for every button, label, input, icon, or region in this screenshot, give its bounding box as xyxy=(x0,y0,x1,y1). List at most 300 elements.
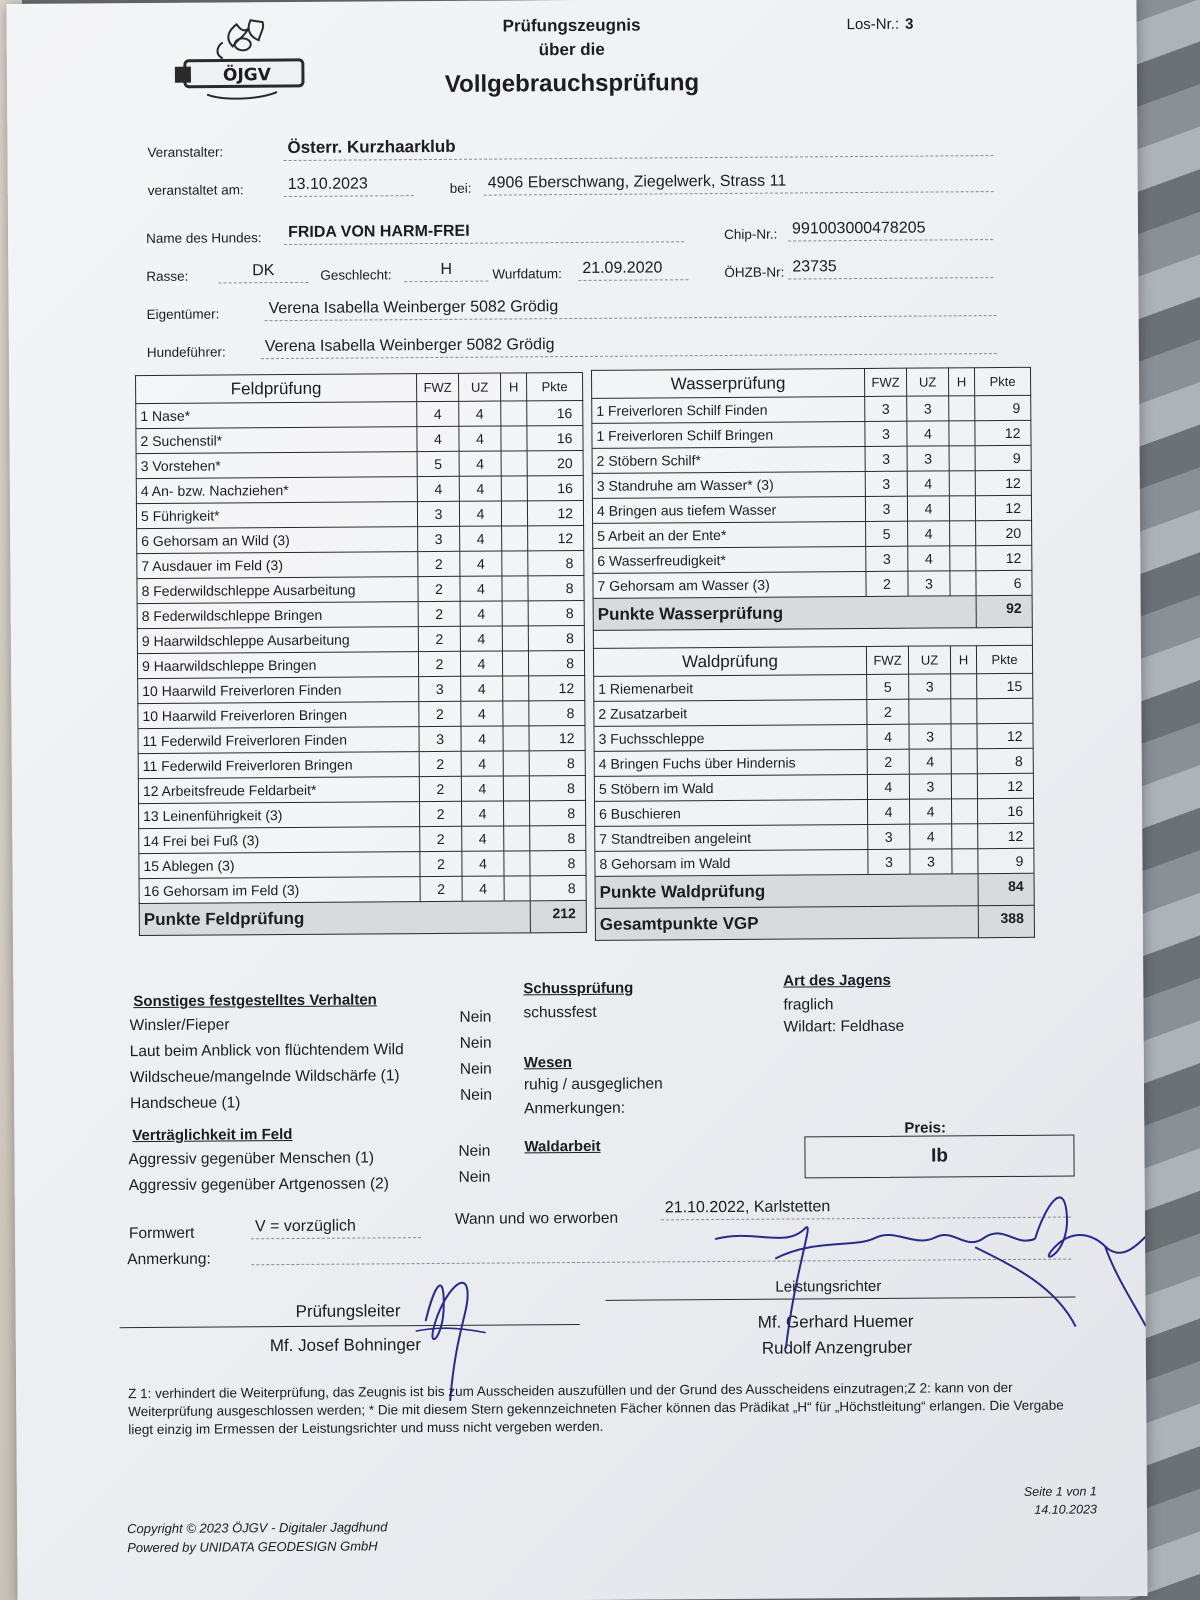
row-label: 5 Arbeit an der Ente* xyxy=(593,521,866,548)
table-row xyxy=(138,725,585,753)
h-cell xyxy=(952,799,978,824)
table-row xyxy=(595,848,1034,876)
uz-cell: 4 xyxy=(460,526,502,551)
schuss-value: schussfest xyxy=(523,1003,597,1022)
fwz-cell: 2 xyxy=(418,601,460,626)
certificate-sheet xyxy=(6,0,1147,1600)
table-row xyxy=(593,545,1032,573)
points-cell: 16 xyxy=(978,798,1034,823)
h-cell xyxy=(951,699,977,724)
row-label: 8 Federwildschleppe Ausarbeitung xyxy=(137,577,418,604)
page-indicator xyxy=(977,1482,1097,1519)
sex-label: Geschlecht: xyxy=(320,267,392,283)
uz-cell: 4 xyxy=(459,451,501,476)
ohzb-label: ÖHZB-Nr: xyxy=(724,264,785,280)
handler-label: Hundeführer: xyxy=(146,344,226,360)
sex-value: H xyxy=(404,261,488,283)
uz-cell: 4 xyxy=(461,776,503,801)
points-cell: 15 xyxy=(977,673,1033,698)
table-row xyxy=(594,723,1033,751)
vertraeglichkeit-list xyxy=(128,1142,500,1202)
copyright-line-1: Copyright © 2023 ÖJGV - Digitaler Jagdhund xyxy=(127,1519,388,1537)
points-cell: 8 xyxy=(529,700,585,725)
h-cell xyxy=(949,396,975,421)
page-title: Vollgebrauchsprüfung xyxy=(444,69,700,98)
title-line-1: Prüfungszeugnis xyxy=(502,15,641,36)
item-value: Nein xyxy=(459,1008,492,1026)
h-cell xyxy=(502,626,528,651)
row-label: 8 Gehorsam im Wald xyxy=(595,849,868,876)
fwz-cell: 2 xyxy=(420,801,462,826)
uz-cell: 4 xyxy=(462,826,504,851)
fwz-cell: 2 xyxy=(867,749,909,774)
fwz-cell: 2 xyxy=(420,826,462,851)
table-row xyxy=(138,675,585,703)
row-label: 1 Freiverloren Schilf Bringen xyxy=(592,421,865,448)
column-header-fwz: FWZ xyxy=(866,646,908,674)
wasser-wald-table xyxy=(591,367,1035,941)
row-label: 2 Stöbern Schilf* xyxy=(592,446,865,473)
points-cell: 12 xyxy=(529,725,585,750)
wasser-total-row-value: 92 xyxy=(976,595,1032,627)
h-cell xyxy=(949,496,975,521)
points-cell: 8 xyxy=(528,625,584,650)
h-cell xyxy=(501,426,527,451)
row-label: 3 Vorstehen* xyxy=(136,452,417,479)
row-label: 9 Haarwildschleppe Ausarbeitung xyxy=(137,627,418,654)
h-cell xyxy=(950,571,976,596)
item-label: Aggressiv gegenüber Menschen (1) xyxy=(128,1149,375,1169)
item-label: Winsler/Fieper xyxy=(129,1016,230,1035)
points-cell: 16 xyxy=(527,400,583,425)
table-row xyxy=(592,445,1031,473)
points-cell: 12 xyxy=(977,773,1033,798)
h-cell xyxy=(503,726,529,751)
column-header-pkte: Pkte xyxy=(974,367,1030,395)
points-cell: 8 xyxy=(530,825,586,850)
fwz-cell: 3 xyxy=(868,849,910,874)
fwz-cell: 3 xyxy=(868,824,910,849)
h-cell xyxy=(949,421,975,446)
h-cell xyxy=(503,676,529,701)
row-label: 14 Frei bei Fuß (3) xyxy=(139,827,420,854)
column-header-pkte: Pkte xyxy=(976,645,1032,673)
table-row xyxy=(594,773,1033,801)
points-cell: 16 xyxy=(527,475,583,500)
item-value: Nein xyxy=(459,1034,492,1052)
points-cell: 8 xyxy=(530,850,586,875)
uz-cell: 4 xyxy=(459,401,501,426)
item-label: Aggressiv gegenüber Artgenossen (2) xyxy=(128,1175,389,1195)
wasser-total-row-label: Punkte Wasserprüfung xyxy=(593,596,976,631)
fwz-cell: 3 xyxy=(865,421,907,446)
leader-title: Prüfungsleiter xyxy=(295,1301,401,1321)
uz-cell: 4 xyxy=(461,751,503,776)
jagen-title: Art des Jagens xyxy=(783,971,891,990)
table-row xyxy=(592,470,1031,498)
column-header-uz: UZ xyxy=(906,368,948,396)
table-row xyxy=(592,420,1031,448)
table-row xyxy=(139,800,586,828)
h-cell xyxy=(502,601,528,626)
column-header-uz: UZ xyxy=(908,646,950,674)
uz-cell: 4 xyxy=(461,701,503,726)
row-label: 5 Stöbern im Wald xyxy=(594,774,867,801)
table-row xyxy=(136,400,583,428)
organizer-value: Österr. Kurzhaarklub xyxy=(283,133,993,161)
leader-signature-line xyxy=(120,1324,580,1328)
row-label: 4 An- bzw. Nachziehen* xyxy=(136,477,417,504)
points-cell: 20 xyxy=(527,450,583,475)
fwz-cell: 3 xyxy=(419,726,461,751)
fwz-cell: 2 xyxy=(420,876,462,901)
points-cell: 12 xyxy=(977,723,1033,748)
fwz-cell: 2 xyxy=(420,851,462,876)
fwz-cell: 5 xyxy=(867,674,909,699)
fwz-cell: 4 xyxy=(417,476,459,501)
uz-cell: 4 xyxy=(462,851,504,876)
feld-total-row xyxy=(139,900,586,935)
vertraeglichkeit-title: Verträglichkeit im Feld xyxy=(132,1125,293,1145)
points-cell: 12 xyxy=(975,420,1031,445)
uz-cell: 4 xyxy=(909,749,951,774)
list-item xyxy=(129,1060,500,1094)
table-row xyxy=(139,875,586,903)
row-label: 2 Zusatzarbeit xyxy=(594,699,867,726)
copyright-line-2: Powered by UNIDATA GEODESIGN GmbH xyxy=(127,1538,378,1556)
h-cell xyxy=(501,401,527,426)
fwz-cell: 3 xyxy=(865,471,907,496)
h-cell xyxy=(501,501,527,526)
fwz-cell: 2 xyxy=(418,576,460,601)
h-cell xyxy=(951,749,977,774)
points-cell: 9 xyxy=(978,848,1034,873)
table-row xyxy=(136,500,583,528)
feld-total-row-value: 212 xyxy=(530,900,586,932)
handler-value: Verena Isabella Weinberger 5082 Grödig xyxy=(261,333,997,359)
points-cell: 8 xyxy=(528,575,584,600)
wesen-value: ruhig / ausgeglichen xyxy=(523,1075,663,1094)
points-cell: 20 xyxy=(976,520,1032,545)
points-cell: 12 xyxy=(528,525,584,550)
dog-name-label: Name des Hundes: xyxy=(146,230,262,246)
uz-cell: 4 xyxy=(462,801,504,826)
fwz-cell: 2 xyxy=(866,571,908,596)
uz-cell: 4 xyxy=(460,601,502,626)
list-item xyxy=(128,1168,501,1202)
table-row xyxy=(136,475,583,503)
uz-cell: 3 xyxy=(907,396,949,421)
uz-cell: 4 xyxy=(907,421,949,446)
fwz-cell: 2 xyxy=(418,626,460,651)
waldarbeit-title: Waldarbeit xyxy=(524,1137,601,1156)
breed-value: DK xyxy=(218,262,308,284)
uz-cell: 4 xyxy=(462,876,504,901)
uz-cell: 4 xyxy=(459,476,501,501)
row-label: 3 Standruhe am Wasser* (3) xyxy=(592,471,865,498)
row-label: 7 Standtreiben angeleint xyxy=(595,824,868,851)
table-row xyxy=(137,650,584,678)
los-value: 3 xyxy=(905,15,914,33)
acquired-label: Wann und wo erworben xyxy=(454,1209,619,1228)
wesen-title: Wesen xyxy=(523,1054,572,1072)
table-row xyxy=(592,395,1031,423)
print-date: 14.10.2023 xyxy=(1034,1502,1098,1517)
title-line-2: über die xyxy=(538,39,605,60)
points-cell: 6 xyxy=(976,570,1032,595)
column-header-fwz: FWZ xyxy=(864,368,906,396)
fwz-cell: 2 xyxy=(418,651,460,676)
table-row xyxy=(137,625,584,653)
birth-label: Wurfdatum: xyxy=(492,266,562,282)
fwz-cell: 4 xyxy=(867,774,909,799)
column-header-h: H xyxy=(948,368,974,396)
h-cell xyxy=(503,776,529,801)
page-label: Seite 1 von 1 xyxy=(1023,1484,1097,1499)
uz-cell xyxy=(909,699,951,724)
table-row xyxy=(594,698,1033,726)
table-header-row xyxy=(136,372,583,403)
row-label: 6 Wasserfreudigkeit* xyxy=(593,546,866,573)
table-row xyxy=(137,525,584,553)
points-cell: 12 xyxy=(975,470,1031,495)
points-cell: 8 xyxy=(529,775,585,800)
row-label: 4 Bringen Fuchs über Hindernis xyxy=(594,749,867,776)
section-title: Waldprüfung xyxy=(593,646,866,676)
judge-name-1: Mf. Gerhard Huemer xyxy=(757,1311,914,1332)
h-cell xyxy=(501,476,527,501)
row-label: 1 Nase* xyxy=(136,402,417,429)
points-cell xyxy=(977,698,1033,723)
table-row xyxy=(594,748,1033,776)
table-row xyxy=(138,700,585,728)
h-cell xyxy=(950,546,976,571)
row-label: 2 Suchenstil* xyxy=(136,427,417,454)
row-label: 10 Haarwild Freiverloren Bringen xyxy=(138,702,419,729)
item-label: Laut beim Anblick von flüchtendem Wild xyxy=(129,1041,404,1061)
breed-label: Rasse: xyxy=(146,268,189,284)
table-row xyxy=(139,825,586,853)
wasser-total-row xyxy=(593,595,1032,630)
uz-cell: 4 xyxy=(459,501,501,526)
table-row xyxy=(594,673,1033,701)
grand-total-row-value: 388 xyxy=(978,905,1034,937)
h-cell xyxy=(502,526,528,551)
column-header-uz: UZ xyxy=(459,373,501,401)
row-label: 1 Riemenarbeit xyxy=(594,674,867,701)
preis-label: Preis: xyxy=(904,1119,947,1137)
remark-label: Anmerkung: xyxy=(127,1250,211,1269)
fwz-cell: 3 xyxy=(419,676,461,701)
verhalten-list xyxy=(129,1008,500,1120)
row-label: 15 Ablegen (3) xyxy=(139,852,420,879)
row-label: 3 Fuchsschleppe xyxy=(594,724,867,751)
chip-label: Chip-Nr.: xyxy=(724,226,778,242)
row-label: 6 Gehorsam an Wild (3) xyxy=(137,527,418,554)
footnote: Z 1: verhindert die Weiterprüfung, das Zeugnis ist bis zum Ausscheiden auszufüllen und der Grund des Ausscheidens einzutragen;Z 2: kann von der Weiterprüfung ausgeschlossen werden; * Die mit diesem Stern gekennzeichneten Fächer können das Prädikat „H“ für „Höchstleitung“ erlangen. Die Vergabe liegt einzig im Ermessen der Leistungsrichter und muss nicht vergeben werden. xyxy=(128,1379,1064,1438)
uz-cell: 3 xyxy=(910,849,952,874)
list-item xyxy=(129,1034,500,1068)
los-label: Los-Nr.: xyxy=(846,15,900,34)
table-row xyxy=(136,450,583,478)
uz-cell: 4 xyxy=(910,824,952,849)
points-cell: 12 xyxy=(978,823,1034,848)
h-cell xyxy=(503,751,529,776)
row-label: 11 Federwild Freiverloren Finden xyxy=(138,727,419,754)
points-cell: 12 xyxy=(527,500,583,525)
item-value: Nein xyxy=(459,1086,493,1104)
table-row xyxy=(139,850,586,878)
column-header-h: H xyxy=(501,373,527,401)
h-cell xyxy=(952,824,978,849)
table-row xyxy=(595,823,1034,851)
wildart-value: Wildart: Feldhase xyxy=(783,1017,905,1036)
points-cell: 8 xyxy=(528,650,584,675)
fwz-cell: 4 xyxy=(867,724,909,749)
uz-cell: 4 xyxy=(907,471,949,496)
h-cell xyxy=(951,724,977,749)
points-cell: 8 xyxy=(528,550,584,575)
los-number xyxy=(847,16,914,33)
feld-table xyxy=(135,372,587,936)
fwz-cell: 5 xyxy=(866,521,908,546)
date-value: 13.10.2023 xyxy=(284,175,414,197)
uz-cell: 3 xyxy=(909,774,951,799)
location-label: bei: xyxy=(449,180,472,196)
fwz-cell: 2 xyxy=(419,751,461,776)
table-row xyxy=(592,495,1031,523)
uz-cell: 4 xyxy=(459,426,501,451)
section-title: Feldprüfung xyxy=(136,374,417,404)
uz-cell: 3 xyxy=(909,674,951,699)
owner-value: Verena Isabella Weinberger 5082 Grödig xyxy=(265,295,997,321)
h-cell xyxy=(504,851,530,876)
list-item xyxy=(129,1008,499,1042)
table-row xyxy=(138,775,585,803)
h-cell xyxy=(949,471,975,496)
item-value: Nein xyxy=(458,1142,491,1160)
table-row xyxy=(138,750,585,778)
fwz-cell: 4 xyxy=(417,426,459,451)
fwz-cell: 2 xyxy=(419,776,461,801)
wald-total-row-label: Punkte Waldprüfung xyxy=(595,874,978,909)
table-row xyxy=(137,575,584,603)
formwert-value: V = vorzüglich xyxy=(251,1217,421,1239)
h-cell xyxy=(951,674,977,699)
fwz-cell: 3 xyxy=(866,546,908,571)
fwz-cell: 3 xyxy=(417,501,459,526)
item-label: Handscheue (1) xyxy=(130,1094,241,1113)
judge-title: Leistungsrichter xyxy=(775,1277,882,1296)
uz-cell: 3 xyxy=(907,446,949,471)
column-header-fwz: FWZ xyxy=(417,373,459,401)
fwz-cell: 3 xyxy=(418,526,460,551)
uz-cell: 4 xyxy=(460,576,502,601)
schuss-title: Schussprüfung xyxy=(523,979,634,998)
row-label: 11 Federwild Freiverloren Bringen xyxy=(138,752,419,779)
location-value: 4906 Eberschwang, Ziegelwerk, Strass 11 xyxy=(484,171,994,196)
ohzb-value: 23735 xyxy=(788,257,993,279)
fwz-cell: 3 xyxy=(865,446,907,471)
judge-signature xyxy=(715,1176,1148,1379)
row-label: 9 Haarwildschleppe Bringen xyxy=(137,652,418,679)
h-cell xyxy=(502,551,528,576)
fwz-cell: 4 xyxy=(868,799,910,824)
fwz-cell: 4 xyxy=(417,401,459,426)
uz-cell: 4 xyxy=(910,799,952,824)
points-cell: 16 xyxy=(527,425,583,450)
points-cell: 8 xyxy=(529,750,585,775)
row-label: 6 Buschieren xyxy=(595,799,868,826)
uz-cell: 3 xyxy=(909,724,951,749)
h-cell xyxy=(504,826,530,851)
points-cell: 8 xyxy=(977,748,1033,773)
table-row xyxy=(593,570,1032,598)
h-cell xyxy=(504,876,530,901)
points-cell: 8 xyxy=(530,800,586,825)
h-cell xyxy=(503,701,529,726)
organizer-label: Veranstalter: xyxy=(147,144,224,160)
h-cell xyxy=(952,849,978,874)
wesen-remarks-label: Anmerkungen: xyxy=(524,1099,626,1118)
table-row xyxy=(137,550,584,578)
table-row xyxy=(137,600,584,628)
owner-label: Eigentümer: xyxy=(146,306,220,322)
item-value: Nein xyxy=(459,1060,492,1078)
uz-cell: 4 xyxy=(461,726,503,751)
uz-cell: 4 xyxy=(908,521,950,546)
acquired-value: 21.10.2022, Karlstetten xyxy=(661,1197,1071,1221)
feld-total-row-label: Punkte Feldprüfung xyxy=(139,901,530,936)
uz-cell: 4 xyxy=(460,626,502,651)
section-title: Wasserprüfung xyxy=(592,368,865,398)
h-cell xyxy=(502,576,528,601)
item-value: Nein xyxy=(458,1168,491,1186)
h-cell xyxy=(951,774,977,799)
points-cell: 9 xyxy=(975,395,1031,420)
row-label: 1 Freiverloren Schilf Finden xyxy=(592,396,865,423)
uz-cell: 4 xyxy=(907,496,949,521)
list-item xyxy=(130,1086,500,1120)
fwz-cell: 3 xyxy=(865,496,907,521)
row-label: 8 Federwildschleppe Bringen xyxy=(137,602,418,629)
row-label: 12 Arbeitsfreude Feldarbeit* xyxy=(138,777,419,804)
list-item xyxy=(128,1142,500,1176)
fwz-cell: 2 xyxy=(418,551,460,576)
grand-total-row-label: Gesamtpunkte VGP xyxy=(595,906,978,941)
table-row xyxy=(136,425,583,453)
wald-total-row-value: 84 xyxy=(978,873,1034,905)
dog-name-value: FRIDA VON HARM-FREI xyxy=(284,221,684,245)
points-cell: 12 xyxy=(976,545,1032,570)
judge-name-2: Rudolf Anzengruber xyxy=(761,1337,913,1358)
points-cell: 12 xyxy=(975,495,1031,520)
h-cell xyxy=(950,521,976,546)
h-cell xyxy=(949,446,975,471)
birth-value: 21.09.2020 xyxy=(578,259,688,281)
item-label: Wildscheue/mangelnde Wildschärfe (1) xyxy=(129,1067,400,1087)
fwz-cell: 3 xyxy=(865,396,907,421)
h-cell xyxy=(502,651,528,676)
row-label: 7 Ausdauer im Feld (3) xyxy=(137,552,418,579)
points-cell: 12 xyxy=(529,675,585,700)
column-header-pkte: Pkte xyxy=(527,372,583,400)
table-header-row xyxy=(592,367,1031,398)
wald-total-row xyxy=(595,873,1034,908)
row-label: 13 Leinenführigkeit (3) xyxy=(139,802,420,829)
fwz-cell: 5 xyxy=(417,451,459,476)
row-label: 16 Gehorsam im Feld (3) xyxy=(139,877,420,904)
